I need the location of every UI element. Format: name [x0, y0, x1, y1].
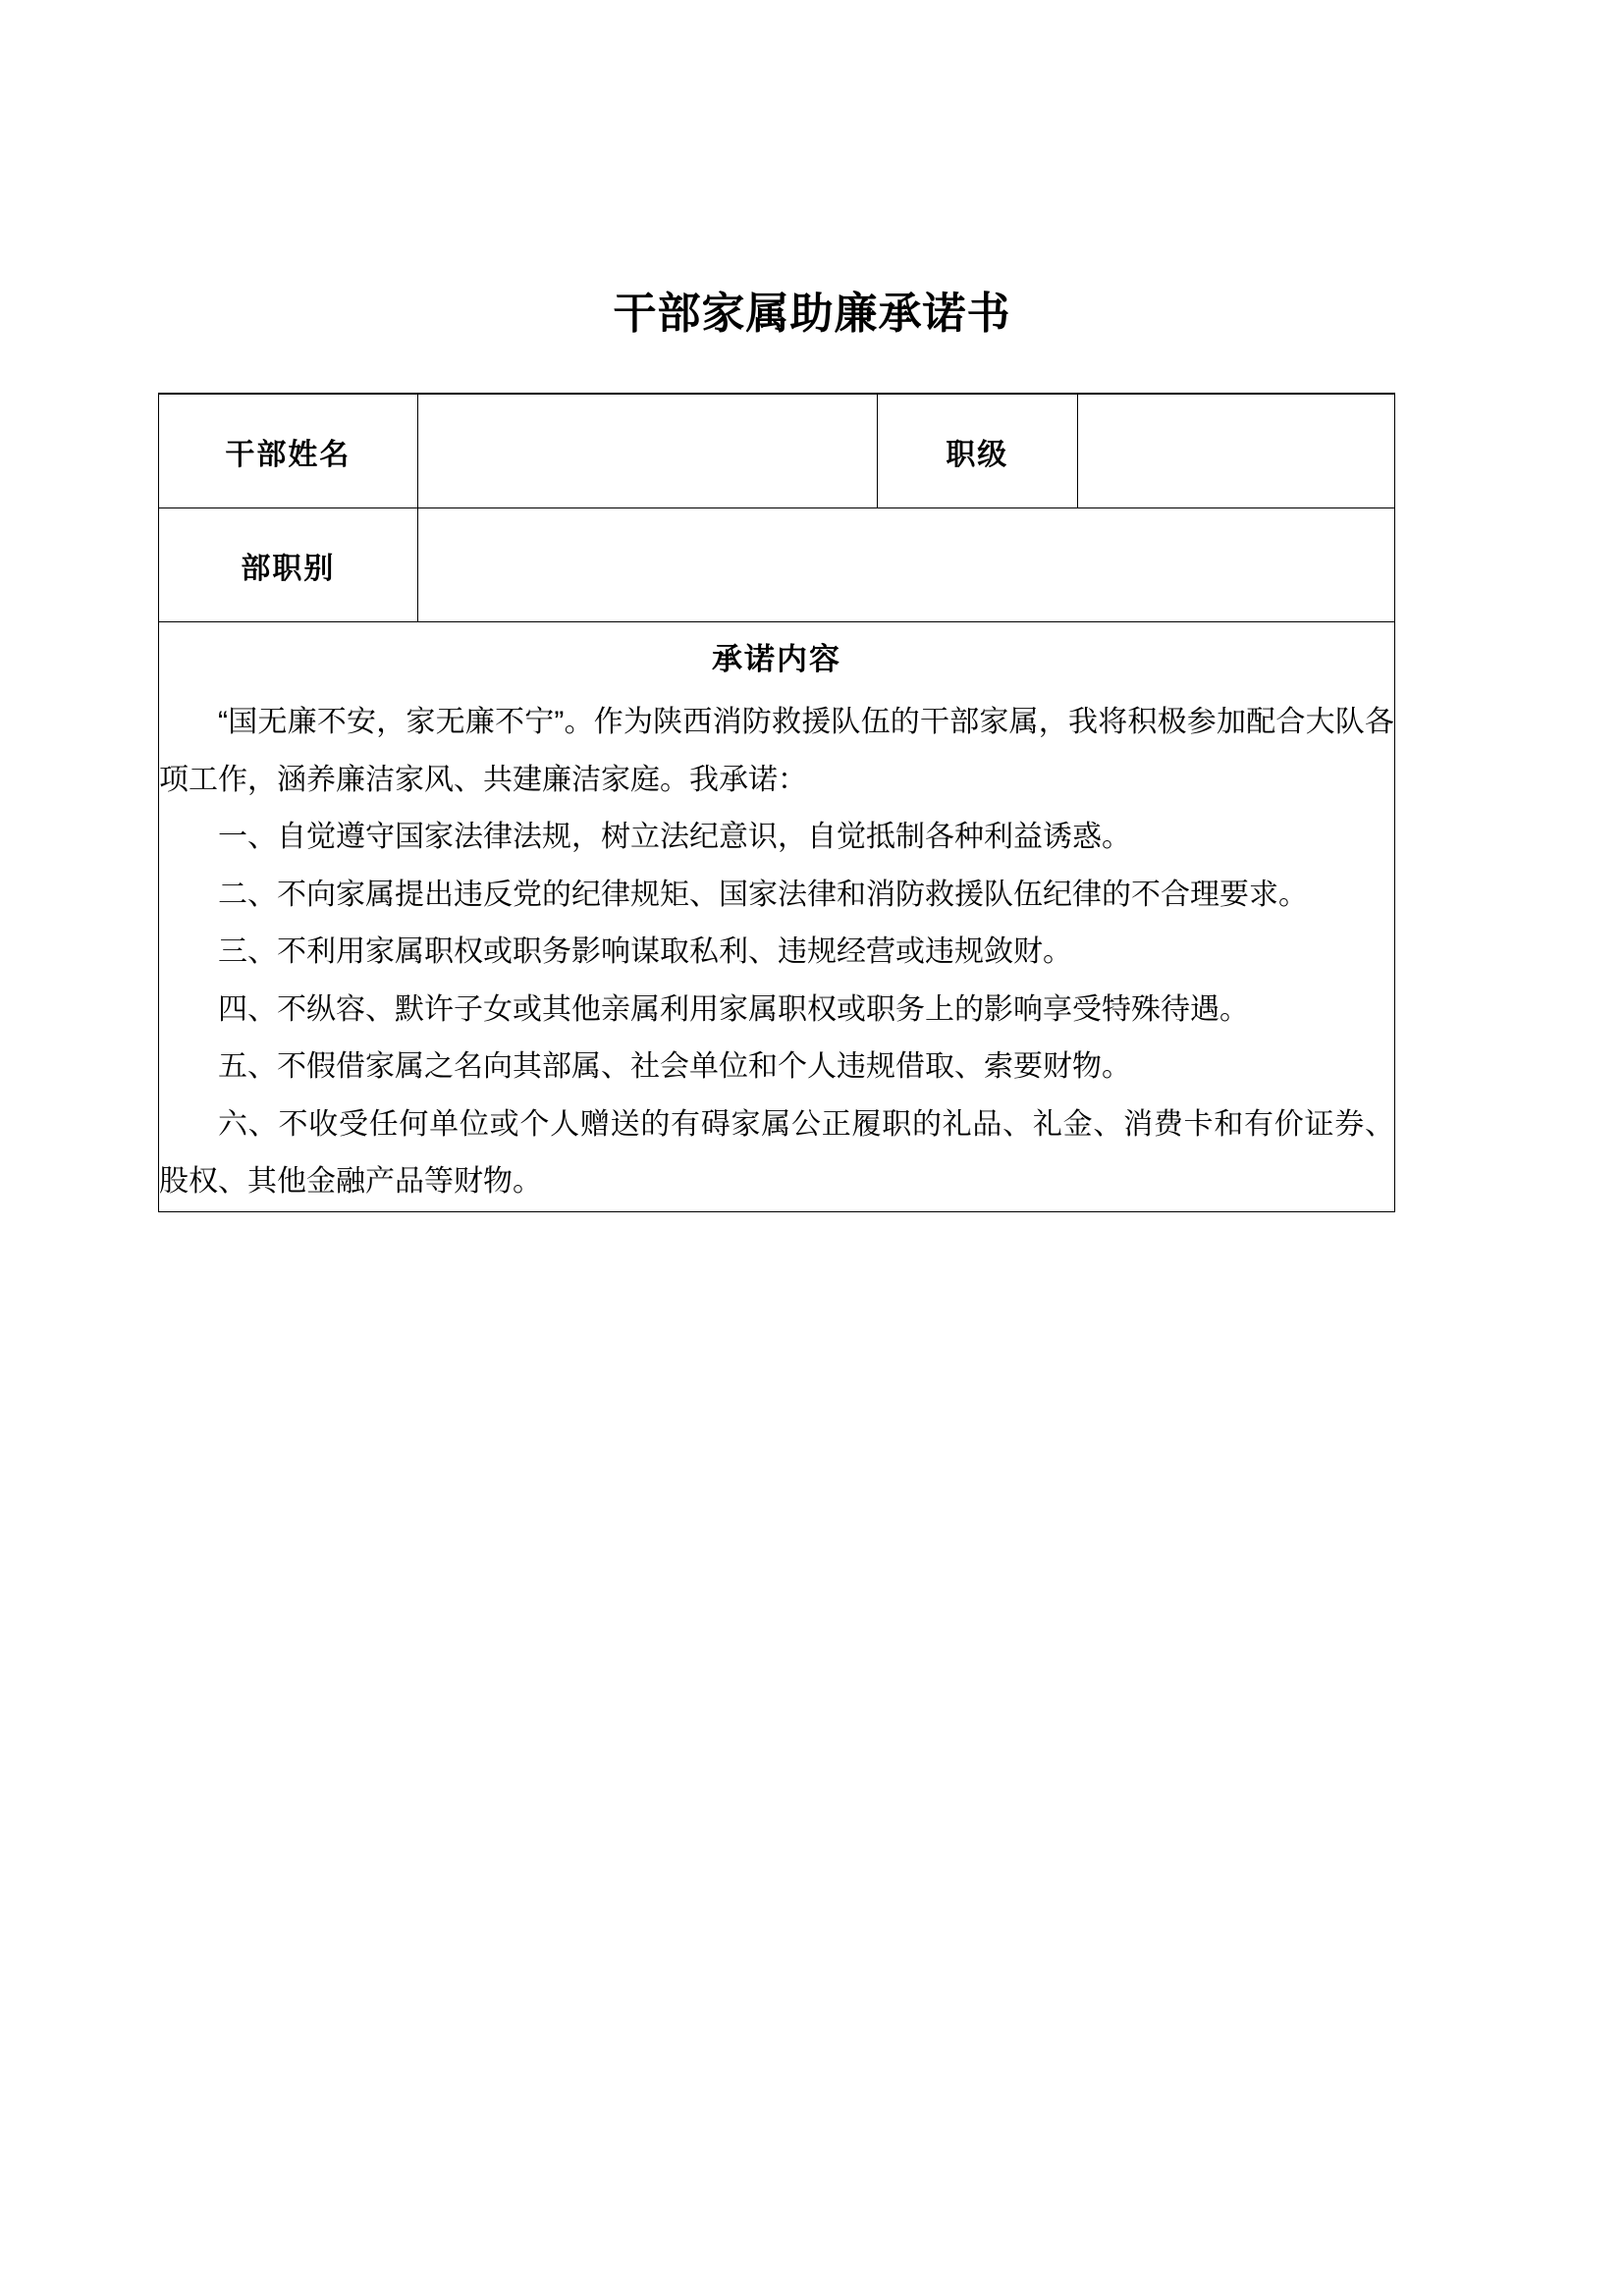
commitment-paragraph-intro: “国无廉不安，家无廉不宁”。作为陕西消防救援队伍的干部家属，我将积极参加配合大队各项工作，涵养廉洁家风、共建廉洁家庭。我承诺： — [159, 706, 1394, 796]
commitment-paragraph-6: 六、不收受任何单位或个人赠送的有碍家属公正履职的礼品、礼金、消费卡和有价证券、股权、其他金融产品等财物。 — [159, 1107, 1394, 1198]
promise-form-table — [158, 393, 1395, 1212]
commitment-heading: 承诺内容 — [712, 642, 841, 676]
label-department-position: 部职别 — [159, 508, 418, 622]
table-row-officer-name — [159, 394, 1395, 508]
commitment-paragraph-4: 四、不纵容、默许子女或其他亲属利用家属职权或职务上的影响享受特殊待遇。 — [218, 992, 1249, 1026]
table-row-content — [159, 622, 1395, 1212]
page-title: 干部家属助廉承诺书 — [613, 290, 1011, 338]
commitment-paragraph-3: 三、不利用家属职权或职务影响谋取私利、违规经营或违规敛财。 — [218, 935, 1072, 968]
field-officer-name[interactable] — [417, 394, 877, 508]
commitment-paragraph-5: 五、不假借家属之名向其部属、社会单位和个人违规借取、索要财物。 — [218, 1050, 1131, 1083]
field-department-position[interactable] — [417, 508, 1394, 622]
label-officer-name: 干部姓名 — [159, 394, 418, 508]
commitment-paragraph-1: 一、自觉遵守国家法律法规，树立法纪意识，自觉抵制各种利益诱惑。 — [218, 821, 1131, 853]
label-rank: 职级 — [877, 394, 1077, 508]
field-rank[interactable] — [1077, 394, 1394, 508]
commitment-paragraph-2: 二、不向家属提出违反党的纪律规矩、国家法律和消防救援队伍纪律的不合理要求。 — [218, 878, 1308, 911]
table-row-department-position — [159, 508, 1395, 622]
commitment-content-cell — [159, 622, 1395, 1212]
